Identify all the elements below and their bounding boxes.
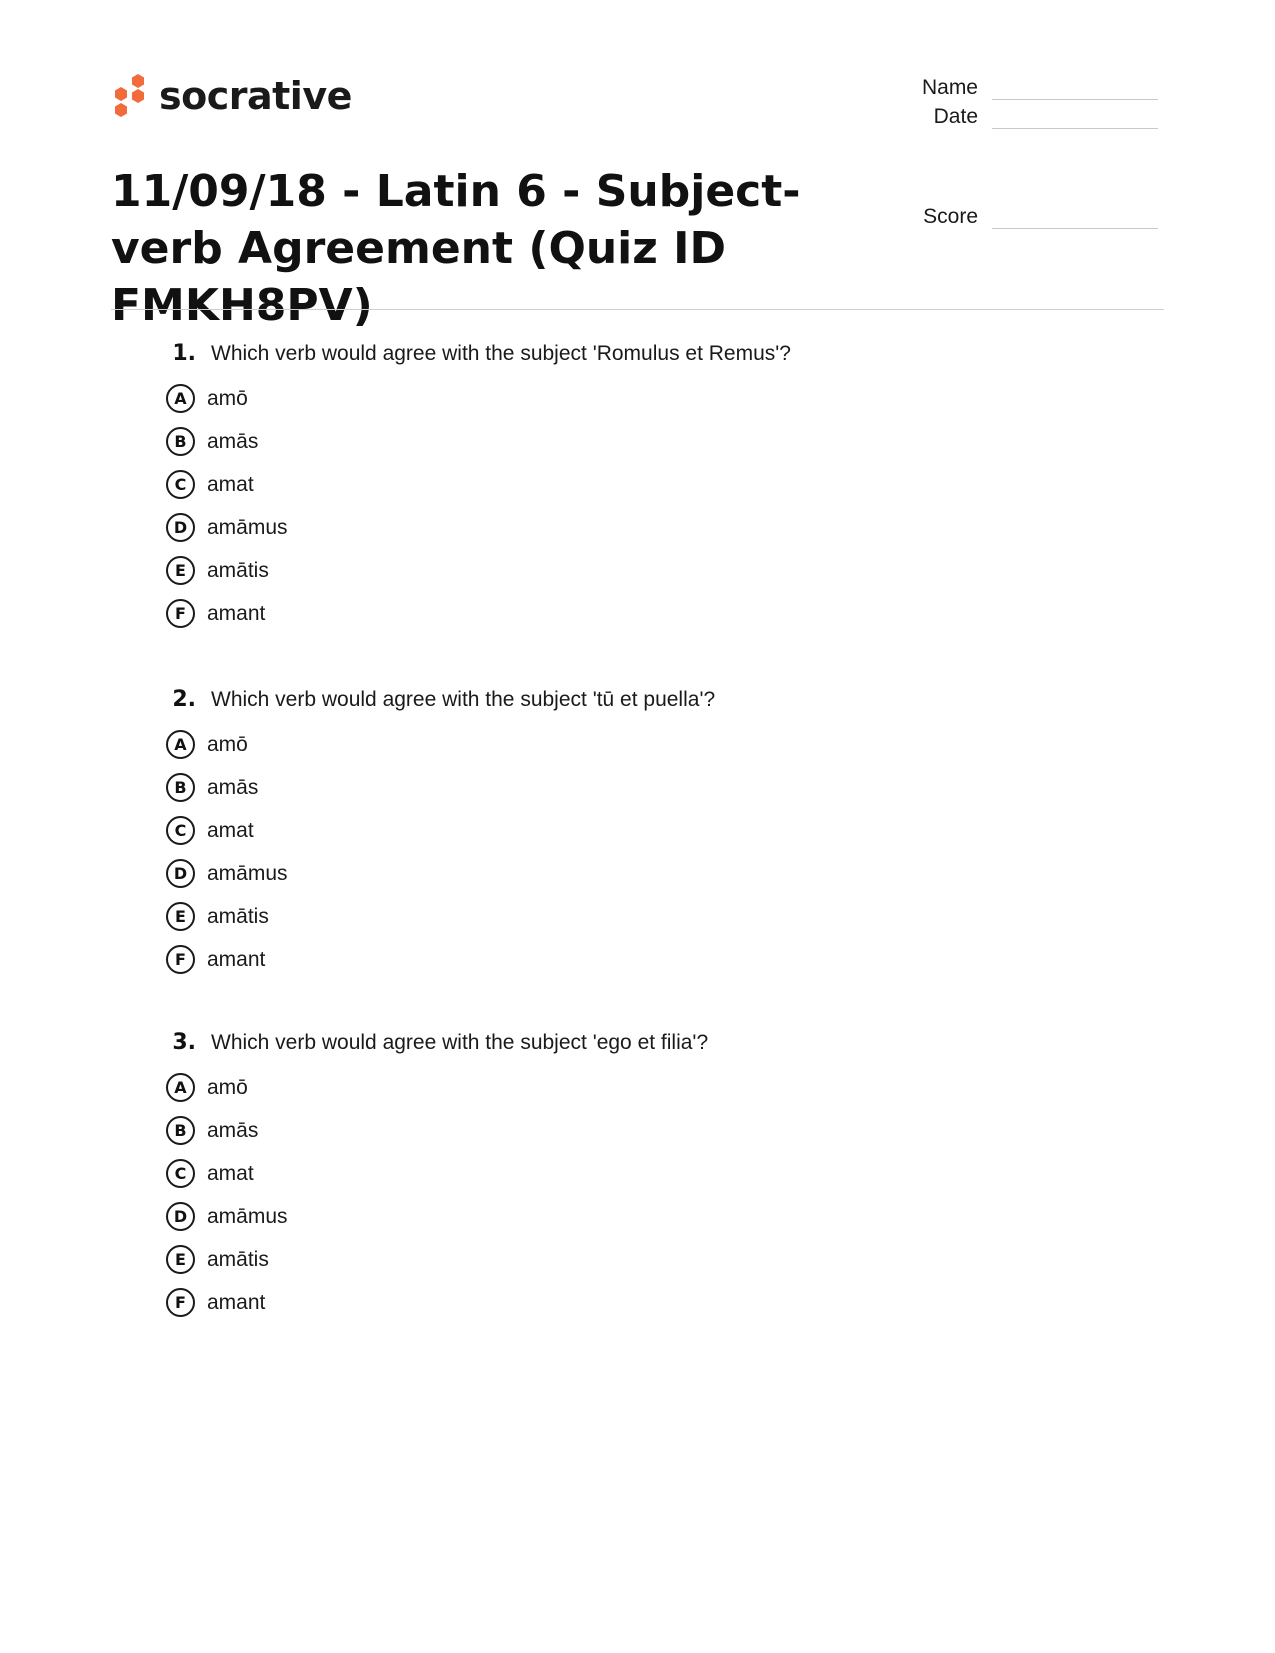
option-bubble: A <box>166 730 195 759</box>
option-text: amāmus <box>207 1204 288 1228</box>
question-text: Which verb would agree with the subject 'Romulus et Remus'? <box>211 342 791 365</box>
answer-option-a <box>160 723 1060 766</box>
option-text: amās <box>207 1118 259 1142</box>
option-bubble: E <box>166 556 195 585</box>
question-text: Which verb would agree with the subject 'ego et filia'? <box>211 1031 709 1054</box>
option-text: amant <box>207 1290 266 1314</box>
date-label: Date <box>933 105 978 128</box>
option-bubble: F <box>166 1288 195 1317</box>
date-line <box>992 110 1158 129</box>
answer-option-b <box>160 766 1060 809</box>
option-text: amant <box>207 947 266 971</box>
answer-option-e <box>160 1238 1060 1281</box>
score-line <box>992 210 1158 229</box>
answer-options <box>160 1066 1060 1324</box>
name-line <box>992 81 1158 100</box>
option-bubble: F <box>166 599 195 628</box>
score-field <box>880 205 1165 229</box>
date-field <box>880 105 1165 129</box>
option-text: amō <box>207 1075 248 1099</box>
option-bubble: D <box>166 1202 195 1231</box>
option-bubble: D <box>166 513 195 542</box>
option-text: amō <box>207 732 248 756</box>
answer-option-d <box>160 1195 1060 1238</box>
question-1 <box>160 341 1060 635</box>
option-bubble: A <box>166 1073 195 1102</box>
option-text: amat <box>207 472 254 496</box>
option-bubble: B <box>166 427 195 456</box>
option-text: amāmus <box>207 861 288 885</box>
option-text: amant <box>207 601 266 625</box>
option-bubble: C <box>166 816 195 845</box>
answer-option-d <box>160 506 1060 549</box>
option-text: amās <box>207 775 259 799</box>
answer-option-b <box>160 1109 1060 1152</box>
question-number: 2. <box>172 687 196 712</box>
answer-option-b <box>160 420 1060 463</box>
question-2 <box>160 687 1060 981</box>
hexagon-cluster-icon <box>111 72 147 120</box>
option-bubble: B <box>166 773 195 802</box>
answer-option-f <box>160 938 1060 981</box>
option-text: amātis <box>207 558 269 582</box>
question-number: 3. <box>172 1030 196 1055</box>
quiz-title: 11/09/18 - Latin 6 - Subject-verb Agreement (Quiz ID FMKH8PV) <box>111 166 801 331</box>
header-divider <box>111 309 1164 310</box>
option-text: amat <box>207 818 254 842</box>
option-text: amātis <box>207 904 269 928</box>
answer-option-c <box>160 809 1060 852</box>
answer-option-c <box>160 1152 1060 1195</box>
option-bubble: F <box>166 945 195 974</box>
option-bubble: D <box>166 859 195 888</box>
brand-name: socrative <box>159 74 352 118</box>
answer-option-f <box>160 1281 1060 1324</box>
option-text: amō <box>207 386 248 410</box>
option-text: amat <box>207 1161 254 1185</box>
answer-option-c <box>160 463 1060 506</box>
socrative-logo <box>111 72 352 120</box>
answer-option-f <box>160 592 1060 635</box>
answer-option-e <box>160 895 1060 938</box>
option-text: amās <box>207 429 259 453</box>
option-text: amātis <box>207 1247 269 1271</box>
answer-option-d <box>160 852 1060 895</box>
answer-option-a <box>160 1066 1060 1109</box>
question-number: 1. <box>172 341 196 366</box>
question-3 <box>160 1030 1060 1324</box>
option-bubble: E <box>166 902 195 931</box>
answer-option-a <box>160 377 1060 420</box>
option-bubble: C <box>166 470 195 499</box>
option-bubble: C <box>166 1159 195 1188</box>
name-field <box>880 76 1165 100</box>
name-label: Name <box>921 76 978 99</box>
answer-options <box>160 377 1060 635</box>
answer-option-e <box>160 549 1060 592</box>
option-text: amāmus <box>207 515 288 539</box>
score-label: Score <box>923 205 978 228</box>
option-bubble: E <box>166 1245 195 1274</box>
question-text: Which verb would agree with the subject 'tū et puella'? <box>211 688 716 711</box>
option-bubble: A <box>166 384 195 413</box>
answer-options <box>160 723 1060 981</box>
option-bubble: B <box>166 1116 195 1145</box>
